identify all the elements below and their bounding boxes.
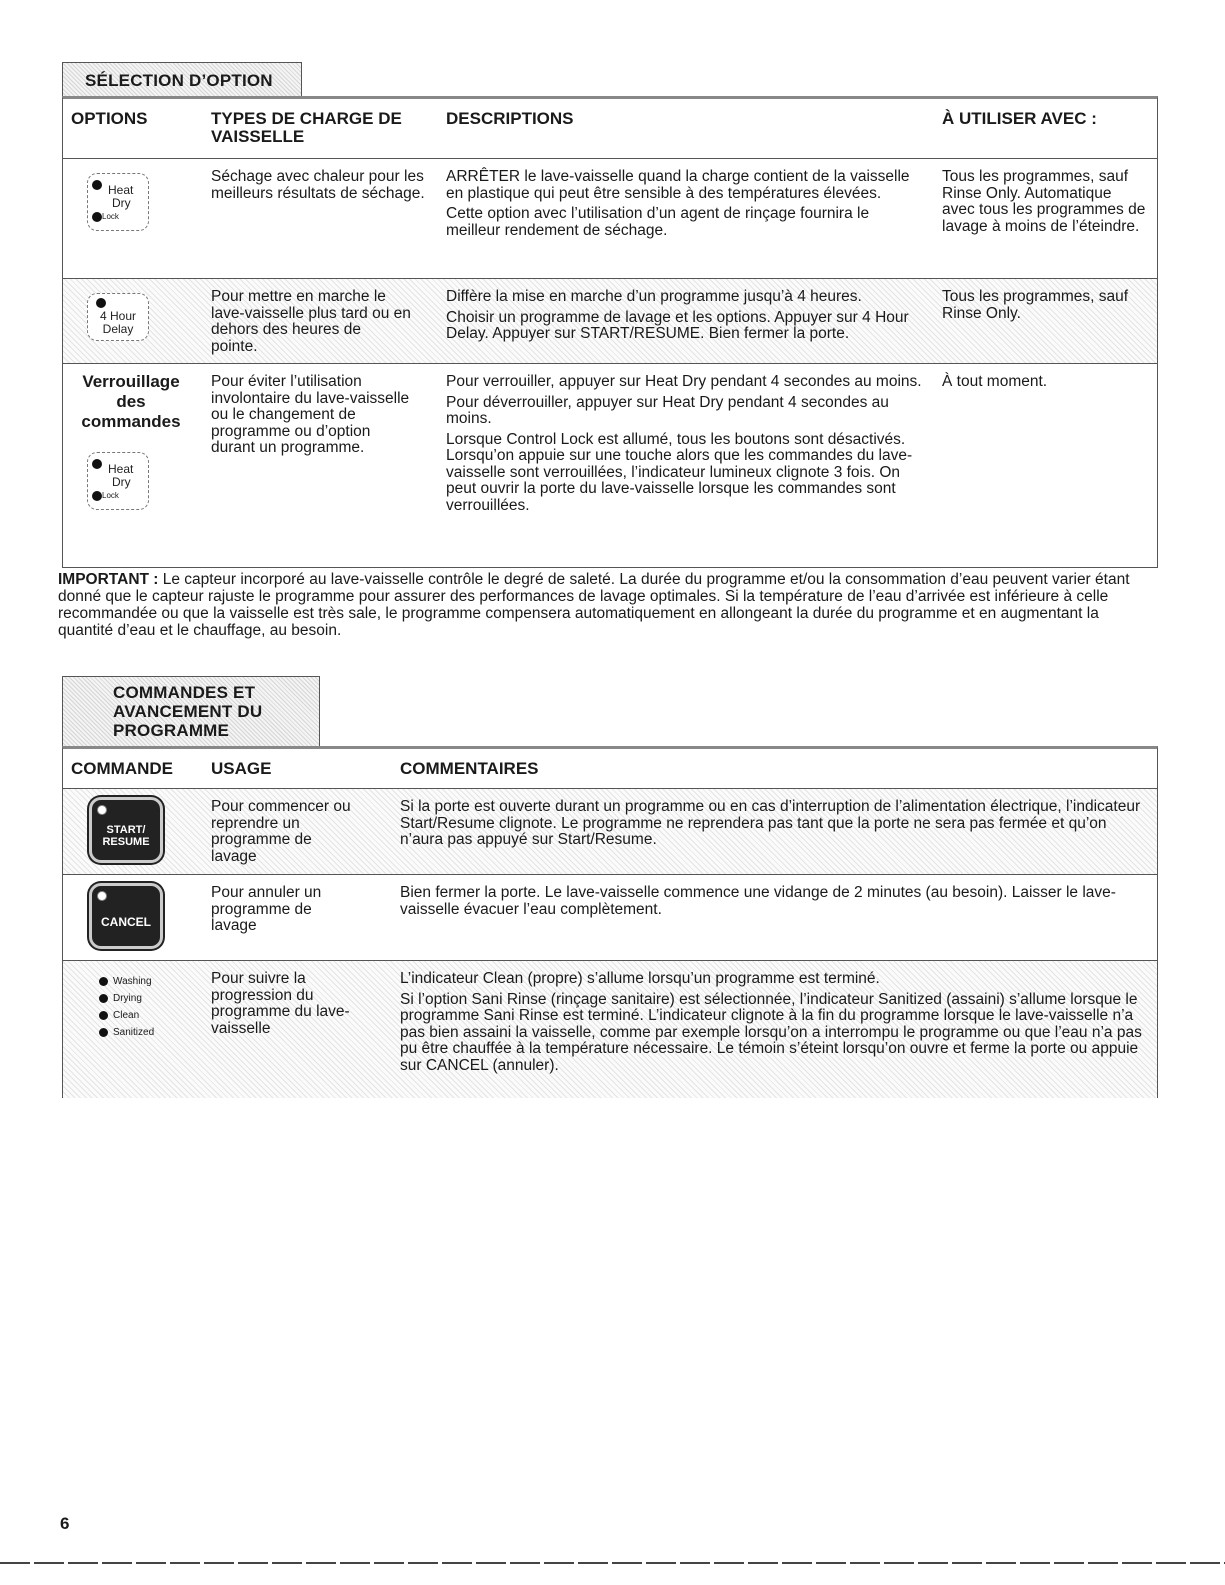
- start-resume-button-icon: START/ RESUME: [89, 797, 163, 863]
- status-lights: [99, 973, 154, 1041]
- use-with-text: À tout moment.: [942, 373, 1048, 390]
- control-lock-button-icon: Heat Dry Lock: [87, 452, 149, 510]
- load-type-text: Pour mettre en marche le lave-vaisselle plus tard ou en dehors des heures de pointe.: [211, 288, 411, 355]
- header-use-with: À UTILISER AVEC :: [942, 109, 1097, 128]
- page-number: 6: [60, 1514, 70, 1533]
- load-type-text: Séchage avec chaleur pour les meilleurs résultats de séchage.: [211, 168, 425, 202]
- use-with-text: Tous les programmes, sauf Rinse Only.: [942, 288, 1129, 322]
- use-with-text: Tous les programmes, sauf Rinse Only. Automatique avec tous les programmes de lavage à moins de l’éteindre.: [942, 168, 1146, 235]
- heat-dry-button-icon: Heat Dry Lock: [87, 173, 149, 231]
- header-load-types: TYPES DE CHARGE DE VAISSELLE: [211, 109, 402, 146]
- controls-table: [62, 746, 1158, 1098]
- usage-text: Pour suivre la progression du programme du lave-vaisselle: [211, 970, 350, 1037]
- clean-status-light: Clean: [99, 1007, 154, 1024]
- header-comments: COMMENTAIRES: [400, 759, 539, 778]
- description-text: ARRÊTER le lave-vaisselle quand la charge contient de la vaisselle en plastique qui peut être sensible à des températures élevées. Cette option avec l’utilisation d’un agent de rinçage fournira le meilleur rendement de séchage.: [446, 168, 910, 239]
- comment-text: L’indicateur Clean (propre) s’allume lorsqu’un programme est terminé. Si l’option Sani Rinse (rinçage sanitaire) est sélectionnée, l’indicateur Sanitized (assaini) s’allume lorsque le programme Sani Rinse est terminé. L’indicateur clignote à la fin du programme lorsque le lave-vaisselle n’a pas bien assaini la vaisselle, comme par exemple lorsqu’on a interrompu le programme ou que l’eau n’a pas pu être chauffée à la température nécessaire. Le témoin s’éteint lorsqu’on ouvre et ferme la porte ou appuie sur CANCEL (annuler).: [400, 970, 1142, 1074]
- header-options: OPTIONS: [71, 109, 148, 128]
- table-row: [63, 789, 1157, 875]
- sanitized-status-light: Sanitized: [99, 1024, 154, 1041]
- description-text: Diffère la mise en marche d’un programme jusqu’à 4 heures. Choisir un programme de lavage et les options. Appuyer sur 4 Hour Delay. Appuyer sur START/RESUME. Bien fermer la porte.: [446, 288, 909, 342]
- usage-text: Pour commencer ou reprendre un programme de lavage: [211, 798, 351, 865]
- controls-table-header: [63, 749, 1157, 789]
- description-text: Pour verrouiller, appuyer sur Heat Dry pendant 4 secondes au moins. Pour déverrouiller, appuyer sur Heat Dry pendant 4 secondes au moins. Lorsque Control Lock est allumé, tous les boutons sont désactivés. Lorsqu’on appuie sur une touche alors que les commandes du lave-vaisselle sont verrouillées, l’indicateur lumineux clignote 3 fois. On peut ouvrir la porte du lave-vaisselle lorsque les commandes sont verrouillées.: [446, 373, 922, 514]
- header-usage: USAGE: [211, 759, 272, 778]
- table-row: [63, 279, 1157, 364]
- section-title-option-selection: SÉLECTION D’OPTION: [62, 62, 302, 98]
- options-table: [62, 96, 1158, 568]
- usage-text: Pour annuler un programme de lavage: [211, 884, 322, 934]
- table-row: [63, 961, 1157, 1098]
- comment-text: Bien fermer la porte. Le lave-vaisselle commence une vidange de 2 minutes (au besoin). Laisser le lave-vaisselle évacuer l’eau complètement.: [400, 884, 1116, 918]
- table-row: [63, 159, 1157, 279]
- bottom-divider: [0, 1562, 1225, 1564]
- load-type-text: Pour éviter l’utilisation involontaire du lave-vaisselle ou le changement de programme ou d’option durant un programme.: [211, 373, 410, 456]
- drying-status-light: Drying: [99, 990, 154, 1007]
- header-descriptions: DESCRIPTIONS: [446, 109, 574, 128]
- header-command: COMMANDE: [71, 759, 173, 778]
- table-row: [63, 875, 1157, 961]
- section-title-controls: COMMANDES ET AVANCEMENT DU PROGRAMME: [62, 676, 320, 748]
- comment-text: Si la porte est ouverte durant un programme ou en cas d’interruption de l’alimentation électrique, l’indicateur Start/Resume clignote. Le programme ne reprendera pas tant que la porte ne sera pas fermée et qu’on n’aura pas appuyé sur Start/Resume.: [400, 798, 1141, 848]
- table-row: [63, 364, 1157, 569]
- washing-status-light: Washing: [99, 973, 154, 990]
- cancel-button-icon: CANCEL: [89, 883, 163, 949]
- four-hour-delay-button-icon: 4 Hour Delay: [87, 293, 149, 341]
- options-table-header: [63, 99, 1157, 159]
- control-lock-label: Verrouillage des commandes: [81, 372, 181, 431]
- important-note: IMPORTANT : Le capteur incorporé au lave-vaisselle contrôle le degré de saleté. La durée du programme et/ou la consommation d’eau peuvent varier étant donné que le capteur rajuste le programme pour assurer des performances de lavage optimales. Si la température de l’eau d’arrivée est inférieure à celle recommandée ou que la vaisselle est très sale, le programme compensera automatiquement en allongeant la durée du programme et en augmentant la quantité d’eau et le chauffage, au besoin.: [58, 571, 1130, 639]
